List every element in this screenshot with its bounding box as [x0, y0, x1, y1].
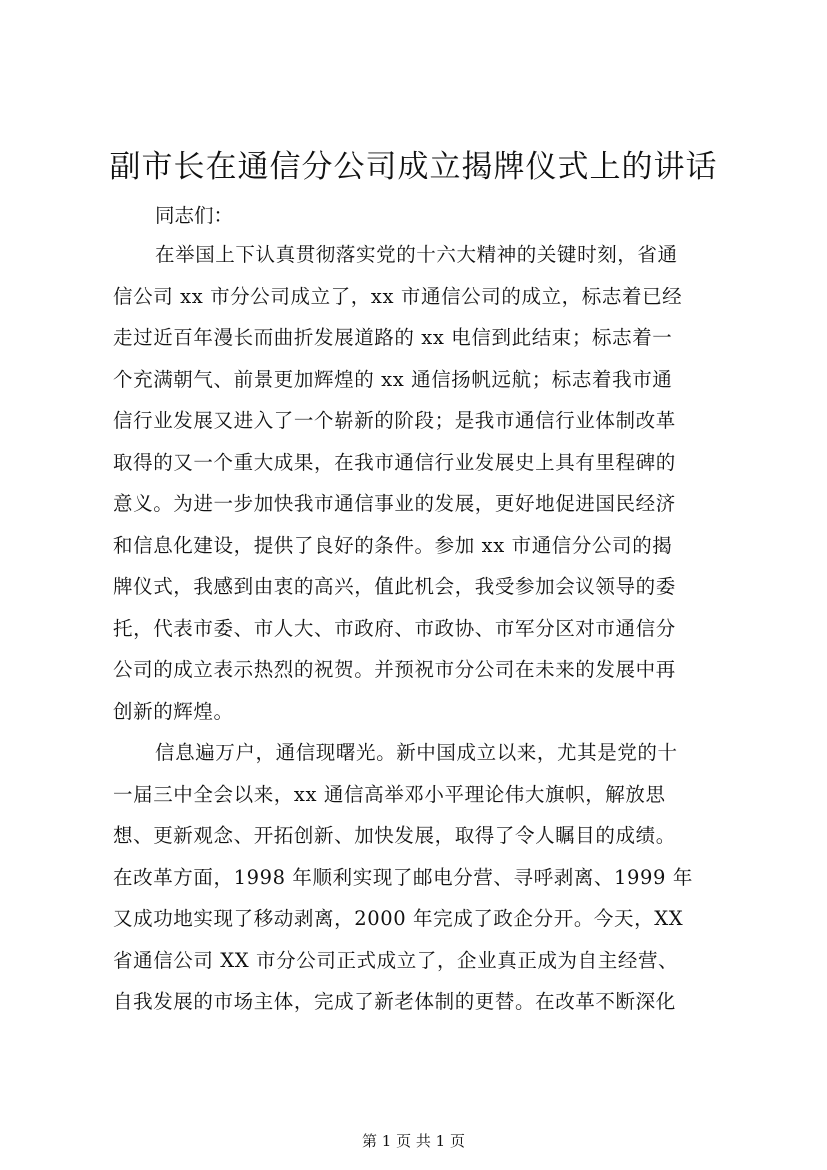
text-line: 走过近百年漫长而曲折发展道路的 xx 电信到此结束；标志着一 [113, 326, 673, 349]
text-line: 想、更新观念、开拓创新、加快发展，取得了令人瞩目的成绩。 [113, 824, 676, 847]
text-line: 又成功地实现了移动剥离，2000 年完成了政企分开。今天，XX [113, 907, 684, 930]
text-line: 和信息化建设，提供了良好的条件。参加 xx 市通信分公司的揭 [113, 534, 673, 557]
salutation: 同志们： [155, 204, 234, 227]
page-footer: 第 1 页 共 1 页 [362, 1132, 465, 1150]
text-line: 信行业发展又进入了一个崭新的阶段；是我市通信行业体制改革 [113, 409, 676, 432]
text-line: 自我发展的市场主体，完成了新老体制的更替。在改革不断深化 [113, 990, 676, 1013]
text-line: 信公司 xx 市分公司成立了，xx 市通信公司的成立，标志着已经 [113, 285, 683, 308]
document-title: 副市长在通信分公司成立揭牌仪式上的讲话 [109, 149, 718, 185]
text-line: 创新的辉煌。 [113, 700, 234, 723]
text-line: 在改革方面，1998 年顺利实现了邮电分营、寻呼剥离、1999 年 [113, 866, 693, 889]
text-line: 取得的又一个重大成果，在我市通信行业发展史上具有里程碑的 [113, 451, 676, 474]
text-line: 托，代表市委、市人大、市政府、市政协、市军分区对市通信分 [113, 617, 676, 640]
text-line: 信息遍万户，通信现曙光。新中国成立以来，尤其是党的十 [155, 741, 678, 764]
text-line: 个充满朝气、前景更加辉煌的 xx 通信扬帆远航；标志着我市通 [113, 368, 673, 391]
text-line: 意义。为进一步加快我市通信事业的发展，更好地促进国民经济 [113, 492, 676, 515]
text-line: 公司的成立表示热烈的祝贺。并预祝市分公司在未来的发展中再 [113, 658, 676, 681]
text-line: 在举国上下认真贯彻落实党的十六大精神的关键时刻，省通 [155, 243, 678, 266]
text-line: 一届三中全会以来，xx 通信高举邓小平理论伟大旗帜，解放思 [113, 783, 666, 806]
text-line: 牌仪式，我感到由衷的高兴，值此机会，我受参加会议领导的委 [113, 575, 676, 598]
text-line: 省通信公司 XX 市分公司正式成立了，企业真正成为自主经营、 [113, 949, 679, 972]
